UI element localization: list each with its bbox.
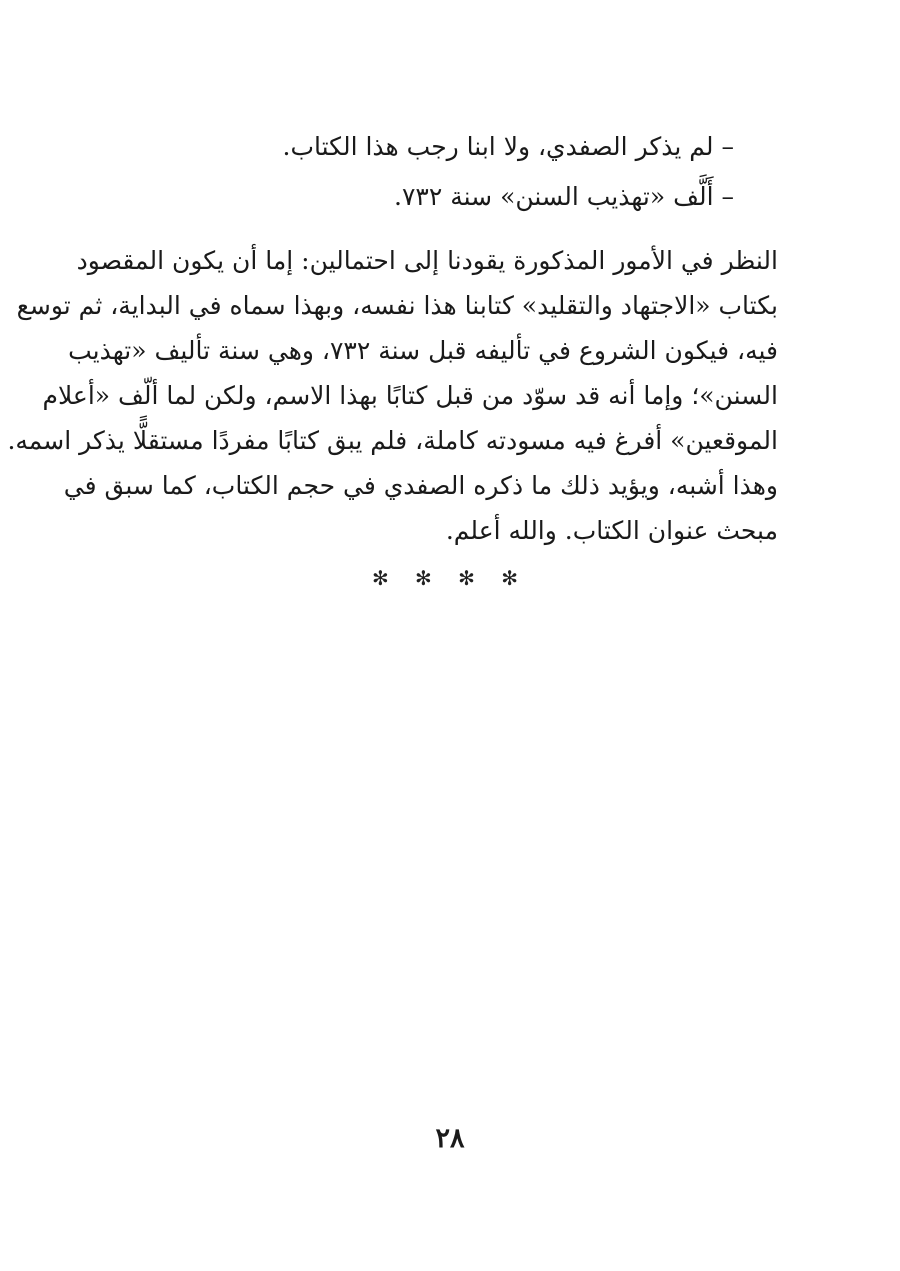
bullet-item: – أَلَّف «تهذيب السنن» سنة ٧٣٢. xyxy=(394,182,734,211)
paragraph-line: فيه، فيكون الشروع في تأليفه قبل سنة ٧٣٢، وهي سنة تأليف «تهذيب xyxy=(68,336,778,365)
bullet-list xyxy=(134,122,734,222)
paragraph-line: السنن»؛ وإما أنه قد سوّد من قبل كتابًا بهذا الاسم، ولكن لما ألّف «أعلام xyxy=(42,381,778,410)
bullet-item: – لم يذكر الصفدي، ولا ابنا رجب هذا الكتاب. xyxy=(282,132,734,161)
paragraph-line: مبحث عنوان الكتاب. والله أعلم. xyxy=(445,516,778,545)
section-separator: ✻ ✻ ✻ ✻ xyxy=(371,566,529,590)
paragraph-line: الموقعين» أفرغ فيه مسودته كاملة، فلم يبق كتابًا مفردًا مستقلًّا يذكر اسمه. xyxy=(7,426,778,455)
body-paragraph xyxy=(7,238,778,553)
paragraph-line: وهذا أشبه، ويؤيد ذلك ما ذكره الصفدي في حجم الكتاب، كما سبق في xyxy=(63,471,778,500)
page-number: ٢٨ xyxy=(435,1123,465,1154)
paragraph-line: النظر في الأمور المذكورة يقودنا إلى احتمالين: إما أن يكون المقصود xyxy=(76,246,778,275)
paragraph-line: بكتاب «الاجتهاد والتقليد» كتابنا هذا نفسه، وبهذا سماه في البداية، ثم توسع xyxy=(16,291,778,320)
